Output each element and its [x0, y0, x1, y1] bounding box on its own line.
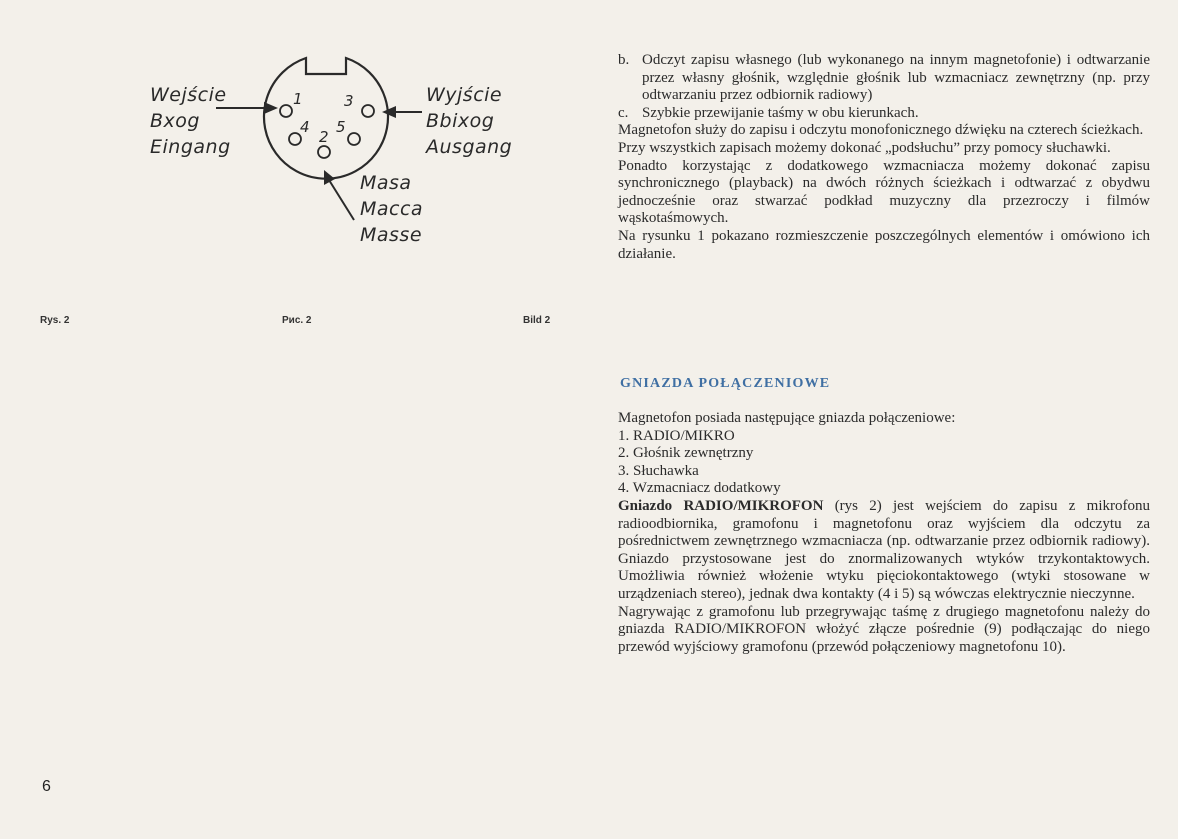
intro-block	[618, 52, 1150, 263]
output-label-ru: Bbixog	[426, 110, 495, 132]
bold-term: Gniazdo	[618, 497, 673, 514]
list-item: 4. Wzmacniacz dodatkowy	[618, 480, 781, 497]
pin-number: 5	[336, 118, 347, 136]
item-label: b.	[618, 52, 630, 68]
socket-list	[618, 428, 1150, 498]
paragraph: Magnetofon służy do zapisu i odczytu monofonicznego dźwięku na czterech ścieżkach.	[618, 122, 1144, 139]
input-label-de: Eingang	[150, 136, 231, 158]
pin-number: 3	[344, 92, 355, 110]
pin-3	[362, 105, 374, 117]
pin-number: 2	[319, 128, 330, 146]
item-label: c.	[618, 104, 629, 121]
list-item: 1. RADIO/MIKRO	[618, 427, 735, 444]
pin-5	[348, 133, 360, 145]
din-socket-figure	[140, 48, 520, 268]
paragraph: Przy wszystkich zapisach możemy dokonać „podsłuchu” przy pomocy słuchawki.	[618, 139, 1111, 156]
item-text: Szybkie przewijanie taśmy w obu kierunkach.	[642, 104, 919, 121]
input-arrow-head	[264, 102, 278, 114]
paragraph-radio-mikrofon	[618, 498, 1150, 604]
caption-pl: Rys. 2	[40, 315, 70, 326]
list-item-b	[618, 52, 1150, 105]
section-body	[618, 410, 1150, 656]
bold-term: RADIO/MIKROFON	[683, 497, 824, 514]
caption-ru: Рис. 2	[282, 315, 312, 326]
ground-label-ru: Macca	[360, 198, 424, 220]
input-label-pl: Wejście	[150, 84, 227, 106]
caption-de: Bild 2	[523, 315, 551, 326]
paragraph-text: (rys 2) jest wejściem do zapisu z mikrofonu radioodbiornika, gramofonu i magnetofonu oraz wyjściem dla odczytu za pośrednictwem zewnętrznego wzmacniacza (np. odtwarzanie przez odbiornik radiowy). Gniazdo przystosowane jest do znormalizowanych wtyków trzykontaktowych. Umożliwia również włożenie wtyku pięciokontaktowego (wtyki stosowane w urządzeniach stereo), jednak dwa kontakty (4 i 5) są wówczas elektrycznie nieczynne.	[618, 497, 1151, 602]
input-labels	[150, 82, 231, 160]
ground-arrow-line	[329, 180, 354, 220]
paragraph: Na rysunku 1 pokazano rozmieszczenie poszczególnych elementów i omówiono ich działanie.	[618, 227, 1150, 262]
pin-number: 1	[293, 90, 304, 108]
input-label-ru: Bxog	[150, 110, 200, 132]
pin-number: 4	[300, 118, 311, 136]
list-item: 2. Głośnik zewnętrzny	[618, 445, 754, 462]
ground-label-pl: Masa	[360, 172, 412, 194]
paragraph: Nagrywając z gramofonu lub przegrywając taśmę z drugiego magnetofonu należy do gniazda RADIO/MIKROFON włożyć złącze pośrednie (9) podłączając do niego przewód wyjściowy gramofonu (przewód połączeniowy magnetofonu 10).	[618, 603, 1150, 655]
output-label-pl: Wyjście	[426, 84, 503, 106]
ground-label-de: Masse	[360, 224, 423, 246]
section-heading: GNIAZDA POŁĄCZENIOWE	[620, 376, 831, 391]
section-lead: Magnetofon posiada następujące gniazda połączeniowe:	[618, 410, 956, 426]
socket-outline	[264, 58, 388, 179]
output-labels	[426, 82, 512, 160]
pin-1	[280, 105, 292, 117]
paragraph: Ponadto korzystając z dodatkowego wzmacniacza możemy dokonać zapisu synchronicznego (playback) na dwóch różnych ścieżkach i odtwarzać z obydwu jednocześnie oraz stwarzać podkład muzyczny dla przezroczy i filmów wąskotaśmowych.	[618, 157, 1150, 227]
item-text: Odczyt zapisu własnego (lub wykonanego na innym magnetofonie) i odtwarzanie przez własny głośnik, względnie głośnik lub wzmacniacz zewnętrzny (np. przy odtwarzaniu przez odbiornik radiowy)	[642, 52, 1150, 104]
page-number: 6	[42, 778, 51, 795]
output-label-de: Ausgang	[426, 136, 513, 158]
list-item: 3. Słuchawka	[618, 462, 699, 479]
ground-labels	[360, 170, 423, 248]
list-item-c	[618, 105, 1150, 123]
